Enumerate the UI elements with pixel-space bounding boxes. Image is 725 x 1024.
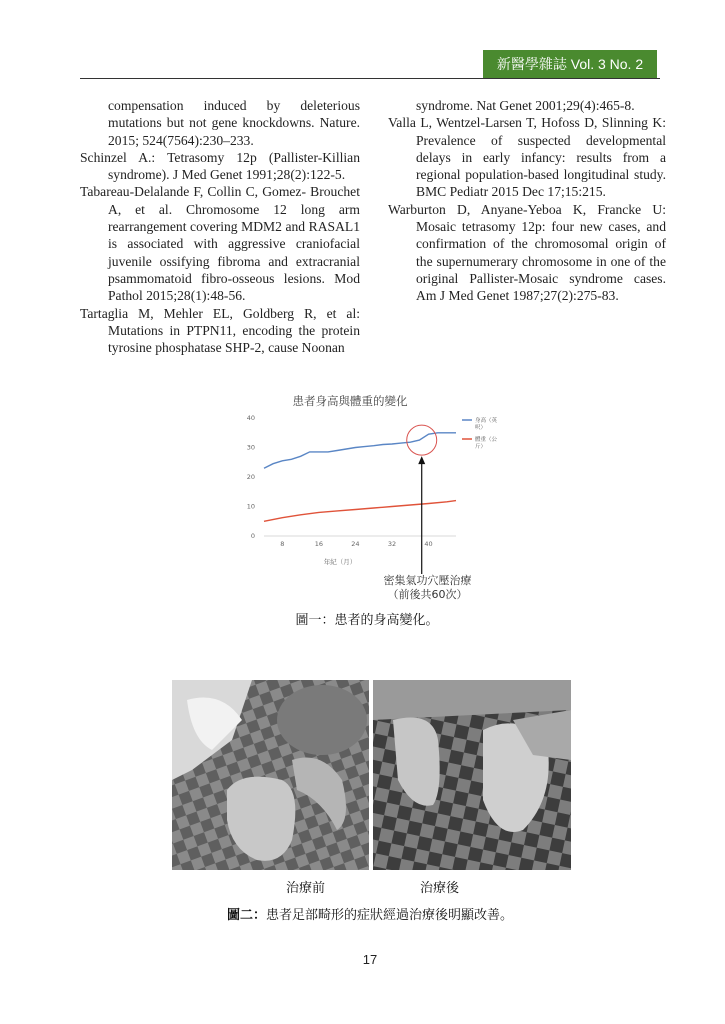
reference-item: Warburton D, Anyane-Yeboa K, Francke U: Mosaic tetrasomy 12p: four new cases, and confirmation of the chromosomal origin of the supernumerary chromosome in one of the original Pallister-Mosaic syndrome cases. Am J Med Genet 1987;27(2):275-83. bbox=[388, 201, 666, 304]
figure2-caption-text: 患者足部畸形的症狀經過治療後明顯改善。 bbox=[266, 908, 514, 923]
x-tick-label: 16 bbox=[314, 540, 323, 548]
series-line-1 bbox=[264, 433, 456, 468]
y-tick-label: 30 bbox=[246, 443, 255, 452]
label-after-treatment: 治療後 bbox=[420, 881, 460, 896]
figure1-caption: 圖一：患者的身高變化。 bbox=[295, 613, 439, 628]
foot-before-image bbox=[172, 680, 369, 870]
highlight-circle bbox=[407, 425, 437, 455]
x-tick-label: 40 bbox=[424, 540, 433, 548]
reference-item: Tartaglia M, Mehler EL, Goldberg R, et al: Mutations in PTPN11, encoding the protein tyrosine phosphatase SHP-2, cause Noonan bbox=[80, 305, 360, 356]
legend-label: 體重（公 bbox=[475, 437, 498, 443]
photo-before-treatment bbox=[172, 680, 369, 870]
x-tick-label: 8 bbox=[280, 540, 285, 548]
x-axis-label: 年紀（月） bbox=[323, 558, 357, 566]
legend-label: 呎） bbox=[475, 425, 487, 431]
y-tick-label: 0 bbox=[250, 532, 255, 540]
series-line-2 bbox=[264, 501, 456, 522]
reference-item: Valla L, Wentzel-Larsen T, Hofoss D, Slinning K: Prevalence of suspected developmental delays in early infancy: results from a regional population-based longitudinal study. BMC Pediatr 2015 Dec 17;15:215. bbox=[388, 115, 666, 200]
figure2-caption bbox=[150, 904, 590, 923]
y-tick-label: 20 bbox=[246, 473, 255, 481]
reference-item: Schinzel A.: Tetrasomy 12p (Pallister-Killian syndrome). J Med Genet 1991;28(2):122-5. bbox=[80, 149, 360, 183]
reference-item: Tabareau-Delalande F, Collin C, Gomez- Brouchet A, et al. Chromosome 12 long arm rearrangement covering MDM2 and RASAL1 is associated with aggressive craniofacial juvenile ossifying fibroma and extracranial psammomatoid fibro-osseous lesions. Mod Pathol 2015;28(1):48-56. bbox=[80, 184, 360, 304]
header-rule bbox=[80, 78, 660, 79]
x-tick-label: 24 bbox=[351, 540, 360, 548]
y-tick-label: 10 bbox=[246, 502, 255, 511]
journal-title-badge bbox=[483, 50, 657, 78]
annotation-arrow-head bbox=[418, 456, 425, 464]
photo-after-treatment bbox=[373, 680, 571, 870]
references-right-column bbox=[388, 97, 666, 305]
page-number: 17 bbox=[362, 952, 378, 967]
chart-title: 患者身高與體重的變化 bbox=[292, 394, 408, 408]
reference-item: compensation induced by deleterious mutations but not gene knockdowns. Nature. 2015; 524(7564):230–233. bbox=[108, 98, 360, 148]
journal-title: 新醫學雜誌 Vol. 3 No. 2 bbox=[496, 56, 644, 72]
figure2-caption-prefix: 圖二： bbox=[226, 908, 266, 923]
treatment-annotation: 密集氣功穴壓治療（前後共60次） bbox=[383, 574, 472, 601]
references-left-column bbox=[80, 97, 360, 356]
legend-label: 身高（英 bbox=[475, 418, 498, 424]
foot-after-image bbox=[373, 680, 571, 870]
y-tick-label: 40 bbox=[246, 414, 255, 422]
reference-item: syndrome. Nat Genet 2001;29(4):465-8. bbox=[416, 98, 635, 113]
label-before-treatment: 治療前 bbox=[286, 881, 326, 896]
x-tick-label: 32 bbox=[387, 540, 397, 548]
legend-label: 斤） bbox=[475, 444, 487, 450]
